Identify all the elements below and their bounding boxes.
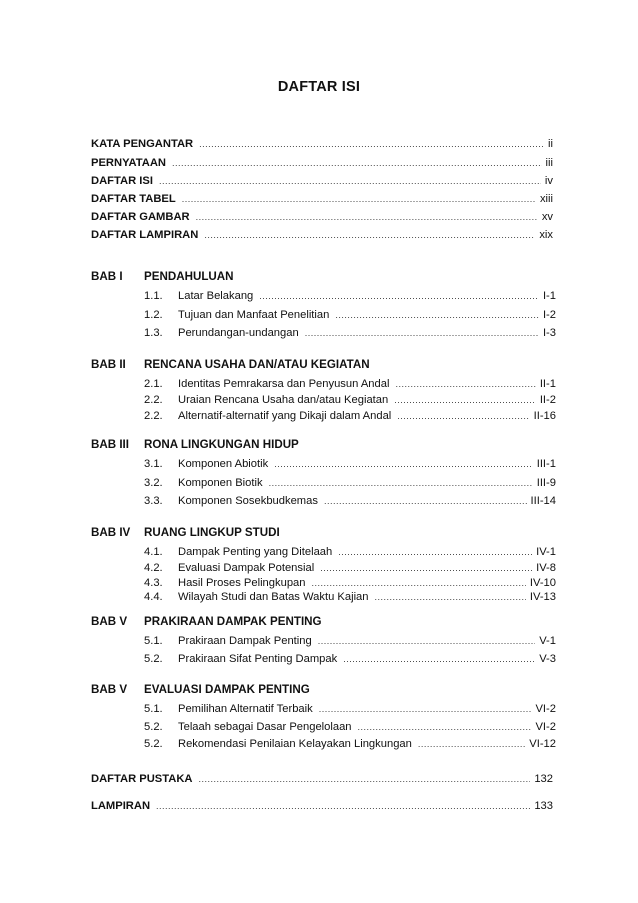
section-title: Rekomendasi Penilaian Kelayakan Lingkungan <box>178 738 412 750</box>
toc-entry-label: DAFTAR TABEL <box>91 193 176 205</box>
section-title: Pemilihan Alternatif Terbaik <box>178 703 313 715</box>
toc-entry-label: PERNYATAAN <box>91 157 167 169</box>
section-title: Uraian Rencana Usaha dan/atau Kegiatan <box>178 394 389 406</box>
toc-section[interactable] <box>144 409 556 423</box>
section-title: Komponen Biotik <box>178 477 263 489</box>
toc-entry-page: iv <box>544 175 553 187</box>
chapter-title: EVALUASI DAMPAK PENTING <box>144 683 310 696</box>
dot-leader <box>397 409 529 423</box>
section-title: Identitas Pemrakarsa dan Penyusun Andal <box>178 378 390 390</box>
toc-entry[interactable] <box>91 210 553 224</box>
section-title: Perundangan-undangan <box>178 327 299 339</box>
dot-leader <box>335 308 539 322</box>
section-number: 5.2. <box>144 653 163 665</box>
section-title: Prakiraan Dampak Penting <box>178 635 312 647</box>
section-page: II-1 <box>539 378 556 390</box>
chapter-title: PENDAHULUAN <box>144 270 234 283</box>
section-number: 2.2. <box>144 410 163 422</box>
section-number: 4.4. <box>144 591 163 603</box>
dot-leader <box>418 737 525 751</box>
dot-leader <box>320 561 532 575</box>
section-number: 2.1. <box>144 378 163 390</box>
section-page: IV-1 <box>536 546 556 558</box>
chapter-number: BAB IV <box>91 526 131 539</box>
dot-leader <box>319 702 532 716</box>
toc-entry-label: KATA PENGANTAR <box>91 138 194 150</box>
toc-section[interactable] <box>144 561 556 575</box>
toc-section[interactable] <box>144 494 556 508</box>
toc-section[interactable] <box>144 702 556 716</box>
dot-leader <box>159 174 541 188</box>
toc-entry-page: 132 <box>534 773 553 785</box>
section-number: 3.2. <box>144 477 163 489</box>
toc-entry-label: LAMPIRAN <box>91 800 151 812</box>
toc-entry[interactable] <box>91 192 553 206</box>
dot-leader <box>343 652 535 666</box>
toc-entry[interactable] <box>91 799 553 813</box>
section-number: 4.1. <box>144 546 163 558</box>
toc-entry-label: DAFTAR ISI <box>91 175 153 187</box>
page-title: DAFTAR ISI <box>277 79 361 95</box>
toc-entry-page: ii <box>548 138 553 150</box>
chapter-heading[interactable] <box>91 683 310 697</box>
section-page: IV-10 <box>529 577 556 589</box>
dot-leader <box>199 137 544 151</box>
section-number: 5.2. <box>144 738 163 750</box>
toc-entry[interactable] <box>91 228 553 242</box>
section-title: Tujuan dan Manfaat Penelitian <box>178 309 330 321</box>
toc-entry-page: xiii <box>539 193 553 205</box>
toc-entry-label: DAFTAR GAMBAR <box>91 211 190 223</box>
toc-section[interactable] <box>144 652 556 666</box>
section-page: II-16 <box>533 410 556 422</box>
toc-section[interactable] <box>144 377 556 391</box>
section-page: III-1 <box>536 458 556 470</box>
dot-leader <box>394 393 536 407</box>
toc-entry-page: 133 <box>534 800 553 812</box>
toc-section[interactable] <box>144 720 556 734</box>
section-page: V-3 <box>539 653 556 665</box>
section-page: I-2 <box>542 309 556 321</box>
dot-leader <box>305 326 539 340</box>
section-page: V-1 <box>539 635 556 647</box>
toc-section[interactable] <box>144 393 556 407</box>
toc-entry-page: iii <box>545 157 553 169</box>
dot-leader <box>196 210 538 224</box>
dot-leader <box>311 576 525 590</box>
section-page: II-2 <box>539 394 556 406</box>
toc-entry-label: DAFTAR LAMPIRAN <box>91 229 199 241</box>
toc-section[interactable] <box>144 576 556 590</box>
section-number: 3.1. <box>144 458 163 470</box>
section-number: 5.1. <box>144 703 163 715</box>
dot-leader <box>182 192 536 206</box>
dot-leader <box>172 156 542 170</box>
chapter-title: RUANG LINGKUP STUDI <box>144 526 280 539</box>
chapter-title: RONA LINGKUNGAN HIDUP <box>144 438 299 451</box>
chapter-heading[interactable] <box>91 358 370 372</box>
section-number: 5.1. <box>144 635 163 647</box>
section-number: 1.2. <box>144 309 163 321</box>
toc-section[interactable] <box>144 308 556 322</box>
section-page: IV-13 <box>529 591 556 603</box>
section-page: III-9 <box>536 477 556 489</box>
chapter-number: BAB V <box>91 615 128 628</box>
chapter-number: BAB III <box>91 438 130 451</box>
toc-section[interactable] <box>144 634 556 648</box>
section-title: Hasil Proses Pelingkupan <box>178 577 306 589</box>
dot-leader <box>324 494 527 508</box>
section-number: 1.1. <box>144 290 163 302</box>
toc-section[interactable] <box>144 590 556 604</box>
dot-leader <box>269 476 533 490</box>
toc-section[interactable] <box>144 476 556 490</box>
toc-section[interactable] <box>144 737 556 751</box>
toc-entry[interactable] <box>91 137 553 151</box>
dot-leader <box>199 772 531 786</box>
chapter-heading[interactable] <box>91 526 280 540</box>
chapter-title: PRAKIRAAN DAMPAK PENTING <box>144 615 322 628</box>
section-page: IV-8 <box>536 562 556 574</box>
chapter-number: BAB II <box>91 358 126 371</box>
dot-leader <box>338 545 532 559</box>
section-page: VI-12 <box>529 738 556 750</box>
chapter-number: BAB V <box>91 683 128 696</box>
toc-entry-label: DAFTAR PUSTAKA <box>91 773 193 785</box>
chapter-heading[interactable] <box>91 615 322 629</box>
toc-section[interactable] <box>144 326 556 340</box>
dot-leader <box>375 590 526 604</box>
chapter-heading[interactable] <box>91 270 234 284</box>
section-number: 4.3. <box>144 577 163 589</box>
dot-leader <box>274 457 533 471</box>
toc-section[interactable] <box>144 289 556 303</box>
toc-entry-page: xv <box>541 211 553 223</box>
section-page: I-3 <box>542 327 556 339</box>
section-page: I-1 <box>542 290 556 302</box>
toc-entry[interactable] <box>91 772 553 786</box>
section-title: Latar Belakang <box>178 290 254 302</box>
chapter-number: BAB I <box>91 270 123 283</box>
dot-leader <box>318 634 536 648</box>
section-title: Evaluasi Dampak Potensial <box>178 562 315 574</box>
section-page: VI-2 <box>535 703 556 715</box>
toc-entry[interactable] <box>91 174 553 188</box>
section-number: 3.3. <box>144 495 163 507</box>
section-number: 1.3. <box>144 327 163 339</box>
section-number: 5.2. <box>144 721 163 733</box>
section-title: Alternatif-alternatif yang Dikaji dalam Andal <box>178 410 392 422</box>
section-title: Wilayah Studi dan Batas Waktu Kajian <box>178 591 369 603</box>
dot-leader <box>395 377 535 391</box>
section-number: 2.2. <box>144 394 163 406</box>
section-title: Dampak Penting yang Ditelaah <box>178 546 333 558</box>
toc-section[interactable] <box>144 457 556 471</box>
section-page: VI-2 <box>535 721 556 733</box>
chapter-title: RENCANA USAHA DAN/ATAU KEGIATAN <box>144 358 370 371</box>
dot-leader <box>358 720 532 734</box>
section-title: Komponen Sosekbudkemas <box>178 495 318 507</box>
section-number: 4.2. <box>144 562 163 574</box>
toc-entry[interactable] <box>91 156 553 170</box>
dot-leader <box>204 228 535 242</box>
toc-section[interactable] <box>144 545 556 559</box>
chapter-heading[interactable] <box>91 438 299 452</box>
section-title: Komponen Abiotik <box>178 458 269 470</box>
toc-entry-page: xix <box>539 229 553 241</box>
dot-leader <box>156 799 530 813</box>
section-title: Telaah sebagai Dasar Pengelolaan <box>178 721 352 733</box>
dot-leader <box>259 289 539 303</box>
section-page: III-14 <box>530 495 556 507</box>
section-title: Prakiraan Sifat Penting Dampak <box>178 653 338 665</box>
